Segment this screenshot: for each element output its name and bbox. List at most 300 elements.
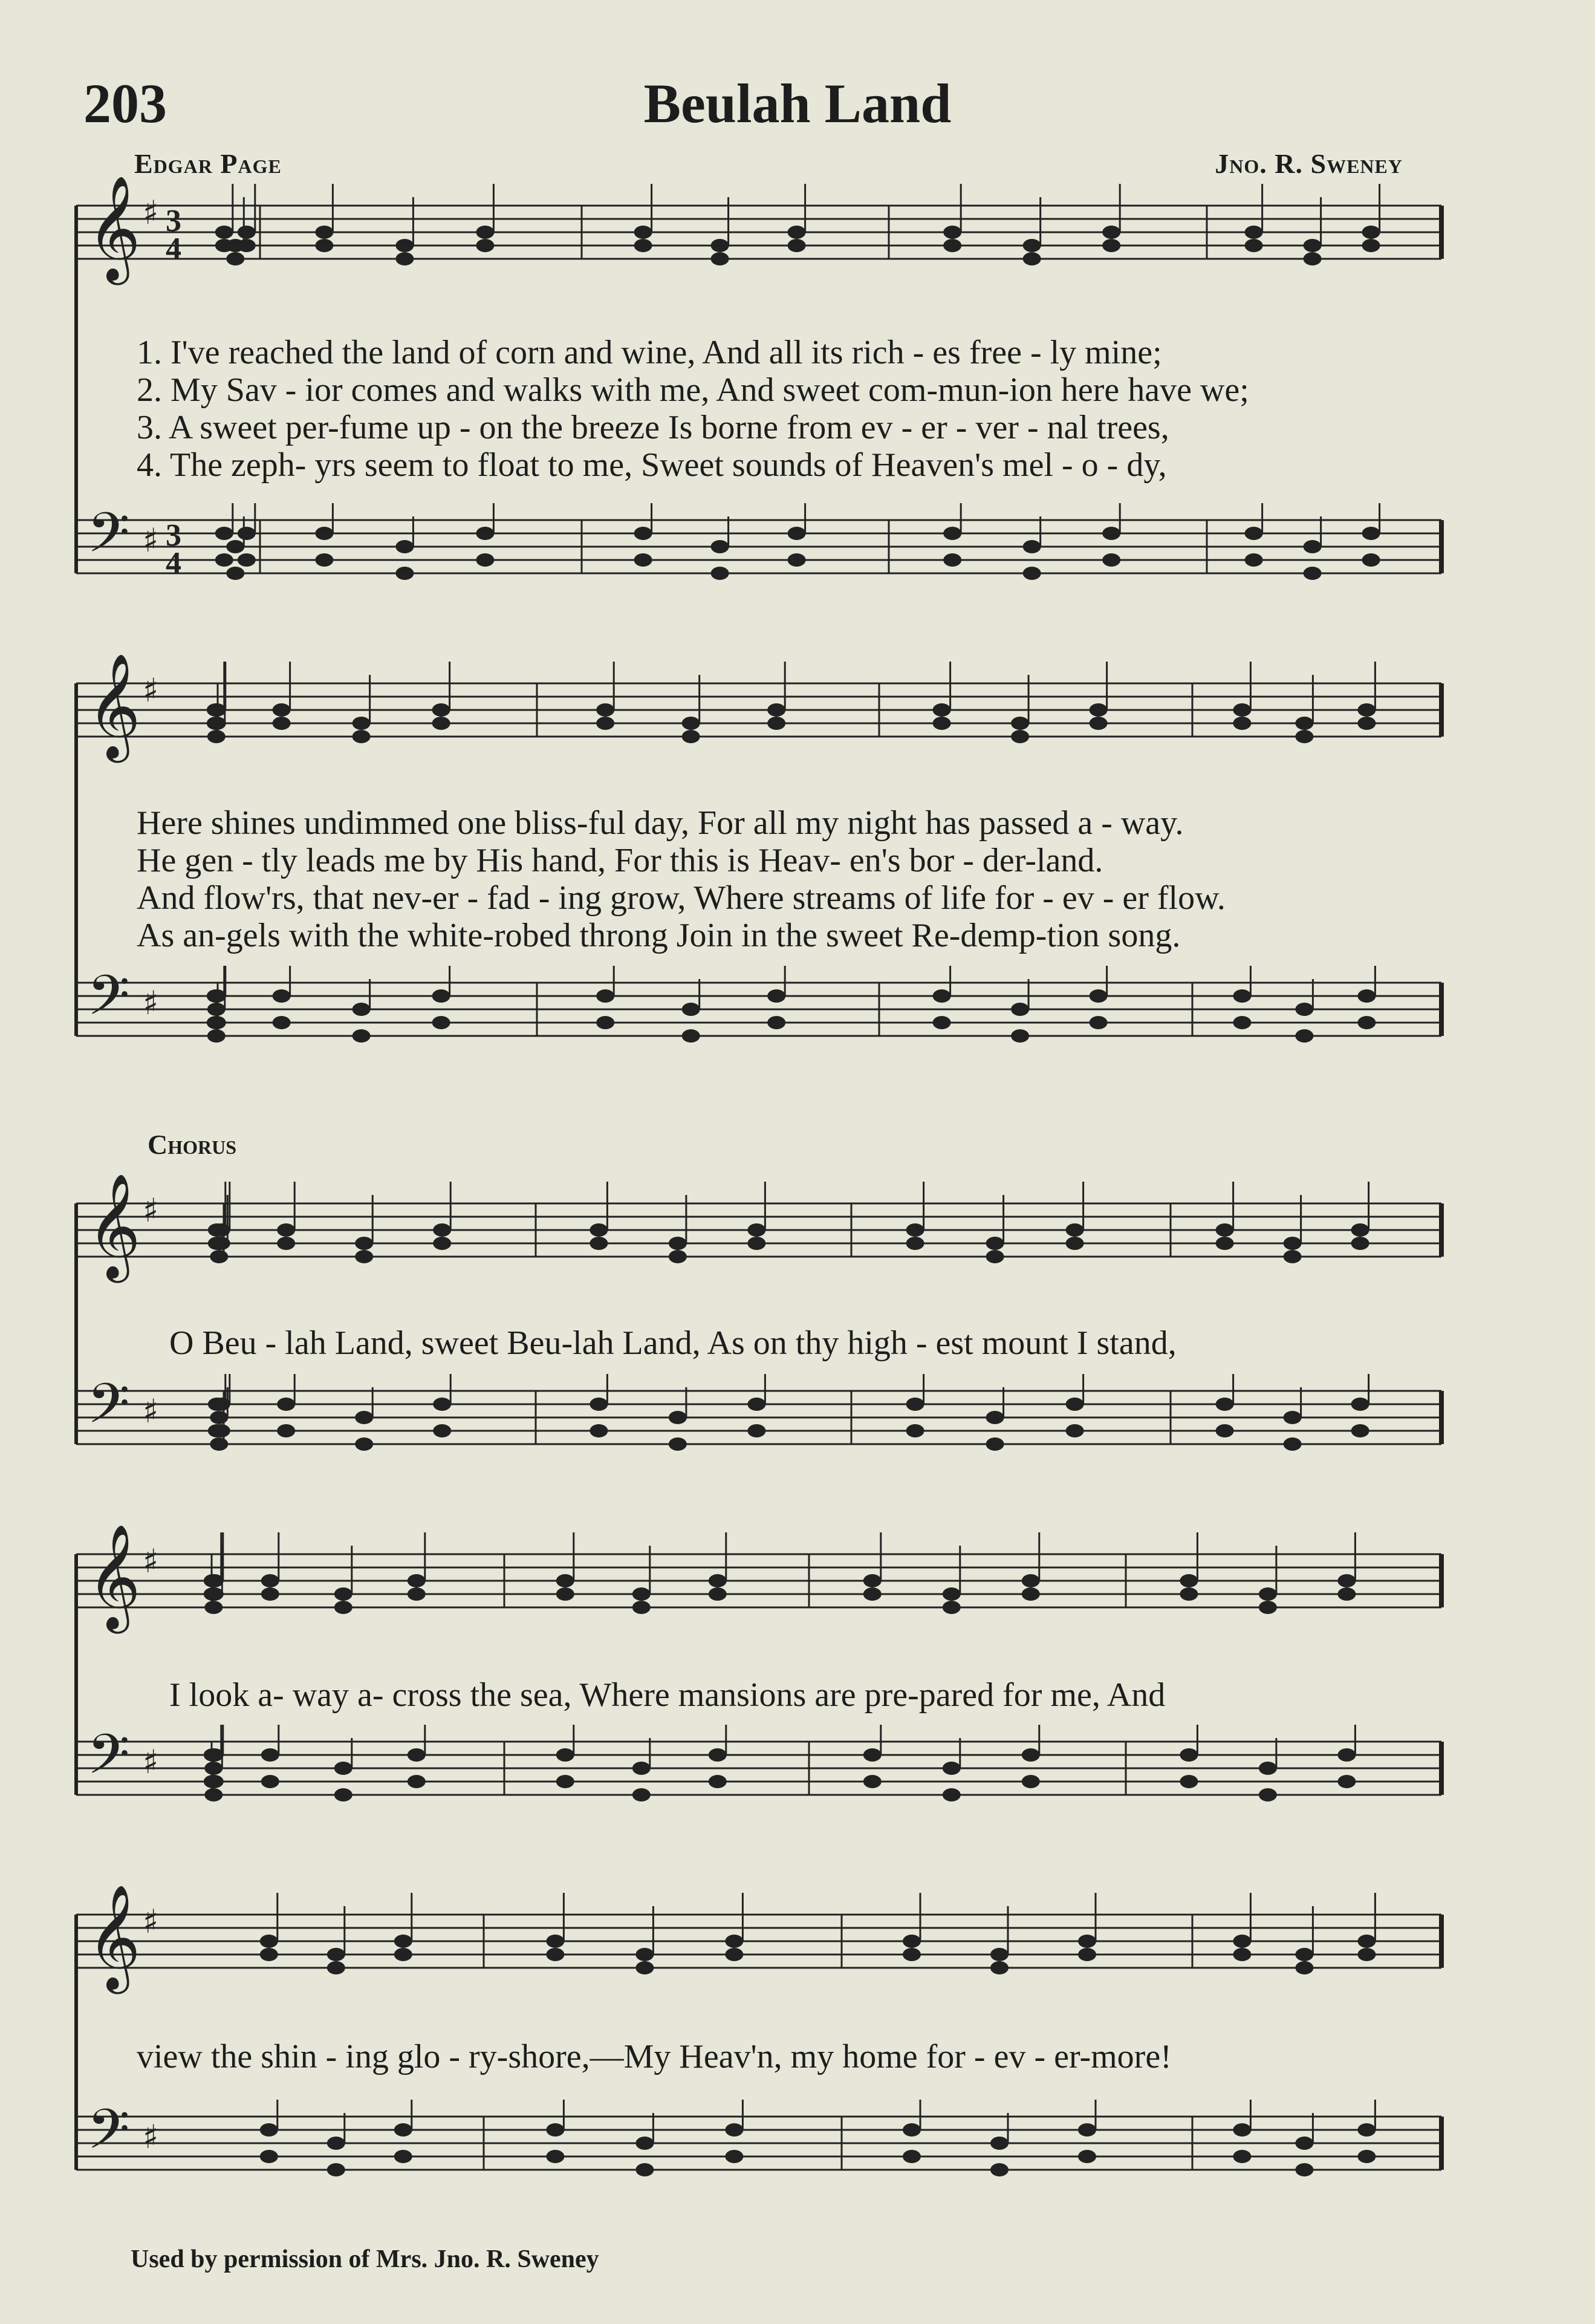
note-head xyxy=(1295,1961,1313,1974)
note-head xyxy=(767,703,785,717)
note-head xyxy=(238,527,256,540)
note-head xyxy=(1295,1003,1313,1016)
note-head xyxy=(1284,1437,1302,1451)
note-head xyxy=(1357,1935,1376,1948)
note-head xyxy=(352,1029,371,1043)
note-head xyxy=(1180,1587,1198,1601)
note-head xyxy=(747,1237,765,1250)
note-head xyxy=(596,717,614,730)
note-head xyxy=(327,1961,345,1974)
note-head xyxy=(432,1016,450,1029)
note-head xyxy=(1295,1948,1313,1961)
note-head xyxy=(1102,553,1120,567)
note-head xyxy=(546,1948,564,1961)
note-head xyxy=(788,527,806,540)
lyricist-credit: Edgar Page xyxy=(134,148,282,179)
note-head xyxy=(590,1398,608,1411)
note-head xyxy=(208,989,226,1003)
note-head xyxy=(1011,730,1029,743)
note-head xyxy=(990,2163,1009,2176)
note-head xyxy=(1304,540,1322,553)
note-head xyxy=(1233,1948,1251,1961)
sharp-icon: ♯ xyxy=(143,1902,159,1941)
note-head xyxy=(208,717,226,730)
note-head xyxy=(906,1237,924,1250)
note-head xyxy=(1233,717,1251,730)
note-head xyxy=(432,989,450,1003)
note-head xyxy=(1357,703,1376,717)
note-head xyxy=(207,1003,226,1016)
note-head xyxy=(634,226,652,239)
note-head xyxy=(556,1775,574,1788)
note-head xyxy=(943,239,961,252)
note-head xyxy=(1337,1748,1356,1762)
note-head xyxy=(711,567,729,580)
note-head xyxy=(943,553,961,567)
note-head xyxy=(1259,1601,1277,1614)
note-head xyxy=(682,1003,700,1016)
note-head xyxy=(1295,1029,1313,1043)
note-head xyxy=(634,553,652,567)
note-head xyxy=(408,1587,426,1601)
note-head xyxy=(669,1250,687,1263)
note-head xyxy=(261,1574,279,1587)
note-head xyxy=(725,1935,743,1948)
note-head xyxy=(432,703,450,717)
note-head xyxy=(990,1948,1009,1961)
sharp-icon: ♯ xyxy=(143,1542,159,1580)
verse-1-line-1: 1. I've reached the land of corn and wine, And all its rich - es free - ly mine; xyxy=(137,334,1162,371)
note-head xyxy=(1337,1587,1356,1601)
note-head xyxy=(943,1601,961,1614)
note-head xyxy=(1295,730,1313,743)
note-head xyxy=(273,1016,291,1029)
note-head xyxy=(273,703,291,717)
note-head xyxy=(788,553,806,567)
note-head xyxy=(903,1948,921,1961)
note-head xyxy=(261,1587,279,1601)
note-head xyxy=(943,527,961,540)
note-head xyxy=(210,1437,228,1451)
note-head xyxy=(863,1587,882,1601)
note-head xyxy=(1233,989,1251,1003)
note-head xyxy=(204,1748,222,1762)
chorus-lyric-2: I look a- way a- cross the sea, Where mansions are pre-pared for me, And xyxy=(169,1676,1166,1714)
note-head xyxy=(990,2137,1009,2150)
chorus-lyric-3: view the shin - ing glo - ry-shore,—My Heav'n, my home for - ev - er-more! xyxy=(137,2038,1172,2075)
note-head xyxy=(1337,1775,1356,1788)
note-head xyxy=(632,1587,651,1601)
note-head xyxy=(725,2123,743,2137)
note-head xyxy=(1233,2123,1251,2137)
note-head xyxy=(546,2123,564,2137)
note-head xyxy=(1216,1398,1234,1411)
verse-2-line-1: 2. My Sav - ior comes and walks with me, And sweet com-mun-ion here have we; xyxy=(137,371,1249,409)
note-head xyxy=(1102,226,1120,239)
note-head xyxy=(394,1935,412,1948)
note-head xyxy=(208,703,226,717)
note-head xyxy=(1102,239,1120,252)
note-head xyxy=(204,1587,222,1601)
note-head xyxy=(1351,1398,1369,1411)
sharp-icon: ♯ xyxy=(143,1743,159,1781)
note-head xyxy=(212,1424,230,1437)
note-head xyxy=(260,2123,278,2137)
note-head xyxy=(1295,2163,1313,2176)
note-head xyxy=(1304,239,1322,252)
note-head xyxy=(1284,1411,1302,1424)
note-head xyxy=(352,1003,371,1016)
note-head xyxy=(1233,1935,1251,1948)
note-head xyxy=(212,1237,230,1250)
note-head xyxy=(395,252,414,265)
note-head xyxy=(1011,1029,1029,1043)
bass-clef-icon: 𝄢 xyxy=(87,1722,130,1800)
note-head xyxy=(1216,1223,1234,1237)
note-head xyxy=(1362,553,1380,567)
note-head xyxy=(208,1016,226,1029)
note-head xyxy=(273,717,291,730)
note-head xyxy=(903,2123,921,2137)
note-head xyxy=(1351,1424,1369,1437)
note-head xyxy=(1362,239,1380,252)
sharp-icon: ♯ xyxy=(143,2118,159,2156)
note-head xyxy=(315,239,333,252)
note-head xyxy=(355,1437,373,1451)
note-head xyxy=(395,540,414,553)
note-head xyxy=(315,527,333,540)
note-head xyxy=(238,553,256,567)
treble-clef-icon: 𝄞 xyxy=(87,1524,141,1629)
chorus-line-1 xyxy=(169,1324,1475,1362)
note-head xyxy=(725,2150,743,2163)
note-head xyxy=(747,1398,765,1411)
note-head xyxy=(1357,989,1376,1003)
note-head xyxy=(1011,1003,1029,1016)
note-head xyxy=(1259,1587,1277,1601)
note-head xyxy=(986,1437,1004,1451)
note-head xyxy=(1023,567,1041,580)
note-head xyxy=(1090,717,1108,730)
note-head xyxy=(669,1411,687,1424)
note-head xyxy=(260,2150,278,2163)
note-head xyxy=(711,540,729,553)
note-head xyxy=(635,1948,654,1961)
note-head xyxy=(556,1587,574,1601)
note-head xyxy=(476,553,494,567)
note-head xyxy=(986,1250,1004,1263)
page-number: 203 xyxy=(83,73,167,134)
note-head xyxy=(226,540,244,553)
note-head xyxy=(261,1775,279,1788)
note-head xyxy=(1245,239,1263,252)
note-head xyxy=(634,239,652,252)
note-head xyxy=(1180,1748,1198,1762)
note-head xyxy=(1357,717,1376,730)
note-head xyxy=(933,717,951,730)
note-head xyxy=(747,1424,765,1437)
note-head xyxy=(1351,1237,1369,1250)
note-head xyxy=(432,717,450,730)
note-head xyxy=(476,527,494,540)
note-head xyxy=(1078,2123,1096,2137)
note-head xyxy=(682,730,700,743)
note-head xyxy=(1245,226,1263,239)
note-head xyxy=(986,1237,1004,1250)
note-head xyxy=(408,1574,426,1587)
treble-clef-icon: 𝄞 xyxy=(87,1884,141,1990)
verse-2-line-2: He gen - tly leads me by His hand, For this is Heav- en's bor - der-land. xyxy=(137,842,1103,879)
note-head xyxy=(1066,1237,1084,1250)
note-head xyxy=(1233,703,1251,717)
note-head xyxy=(1362,226,1380,239)
note-head xyxy=(682,1029,700,1043)
note-head xyxy=(1066,1223,1084,1237)
note-head xyxy=(767,717,785,730)
note-head xyxy=(986,1411,1004,1424)
note-head xyxy=(711,252,729,265)
note-head xyxy=(747,1223,765,1237)
note-head xyxy=(1180,1574,1198,1587)
note-head xyxy=(433,1398,451,1411)
note-head xyxy=(1078,1948,1096,1961)
verse-3-line-2: And flow'rs, that nev-er - fad - ing grow, Where streams of life for - ev - er flow. xyxy=(137,879,1226,917)
note-head xyxy=(215,553,233,567)
note-head xyxy=(395,239,414,252)
time-sig-treble-bottom: 4 xyxy=(166,232,181,266)
note-head xyxy=(1023,239,1041,252)
verse-1-line-2: Here shines undimmed one bliss-ful day, For all my night has passed a - way. xyxy=(137,804,1184,842)
note-head xyxy=(277,1398,295,1411)
note-head xyxy=(1357,1948,1376,1961)
note-head xyxy=(863,1748,882,1762)
note-head xyxy=(334,1601,352,1614)
note-head xyxy=(635,2163,654,2176)
note-head xyxy=(632,1788,651,1802)
note-head xyxy=(725,1948,743,1961)
note-head xyxy=(596,989,614,1003)
time-sig-bass-top: 3 xyxy=(166,518,181,553)
note-head xyxy=(709,1587,727,1601)
note-head xyxy=(1011,717,1029,730)
note-head xyxy=(1362,527,1380,540)
note-head xyxy=(204,1775,222,1788)
note-head xyxy=(395,567,414,580)
note-head xyxy=(933,989,951,1003)
note-head xyxy=(204,1574,222,1587)
note-head xyxy=(1090,989,1108,1003)
sharp-icon: ♯ xyxy=(143,1392,159,1430)
chorus-line-2 xyxy=(169,1676,1475,1714)
note-head xyxy=(1351,1223,1369,1237)
note-head xyxy=(596,703,614,717)
sharp-icon: ♯ xyxy=(143,671,159,709)
note-head xyxy=(273,989,291,1003)
note-head xyxy=(635,2137,654,2150)
note-head xyxy=(556,1574,574,1587)
note-head xyxy=(433,1237,451,1250)
verse-3-line-1: 3. A sweet per-fume up - on the breeze Is borne from ev - er - ver - nal trees, xyxy=(137,409,1169,446)
note-head xyxy=(596,1016,614,1029)
note-head xyxy=(903,2150,921,2163)
treble-clef-icon: 𝄞 xyxy=(87,175,141,281)
note-head xyxy=(260,1935,278,1948)
note-head xyxy=(204,1788,223,1802)
time-sig-bass-bottom: 4 xyxy=(166,546,181,581)
verse-4-line-1: 4. The zeph- yrs seem to float to me, Sweet sounds of Heaven's mel - o - dy, xyxy=(137,446,1167,484)
note-head xyxy=(207,1029,226,1043)
note-head xyxy=(590,1424,608,1437)
note-head xyxy=(906,1398,924,1411)
note-head xyxy=(1022,1748,1040,1762)
note-head xyxy=(1022,1775,1040,1788)
note-head xyxy=(943,1788,961,1802)
note-head xyxy=(632,1762,651,1775)
note-head xyxy=(1090,1016,1108,1029)
hymn-title: Beulah Land xyxy=(643,73,952,134)
note-head xyxy=(1357,2150,1376,2163)
note-head xyxy=(327,1948,345,1961)
note-head xyxy=(226,252,244,265)
note-head xyxy=(990,1961,1009,1974)
note-head xyxy=(215,226,233,239)
note-head xyxy=(767,1016,785,1029)
note-head xyxy=(433,1223,451,1237)
note-head xyxy=(277,1424,295,1437)
note-head xyxy=(788,239,806,252)
note-head xyxy=(355,1411,373,1424)
note-head xyxy=(1304,252,1322,265)
note-head xyxy=(943,226,961,239)
sharp-icon: ♯ xyxy=(143,1191,159,1229)
note-head xyxy=(1337,1574,1356,1587)
note-head xyxy=(709,1775,727,1788)
note-head xyxy=(546,2150,564,2163)
note-head xyxy=(226,567,244,580)
note-head xyxy=(590,1223,608,1237)
note-head xyxy=(903,1935,921,1948)
note-head xyxy=(943,1587,961,1601)
note-head xyxy=(669,1437,687,1451)
note-head xyxy=(327,2163,345,2176)
bass-clef-icon: 𝄢 xyxy=(87,963,130,1041)
note-head xyxy=(210,1250,228,1263)
note-head xyxy=(1245,527,1263,540)
note-head xyxy=(476,226,494,239)
note-head xyxy=(1357,2123,1376,2137)
bass-clef-icon: 𝄢 xyxy=(87,501,130,578)
note-head xyxy=(261,1748,279,1762)
treble-clef-icon: 𝄞 xyxy=(87,1173,141,1278)
sharp-icon: ♯ xyxy=(143,194,159,232)
chorus-lyric-1: O Beu - lah Land, sweet Beu-lah Land, As on thy high - est mount I stand, xyxy=(169,1324,1177,1362)
note-head xyxy=(632,1601,651,1614)
verse-lyrics-part-2 xyxy=(137,804,1443,954)
note-head xyxy=(1023,252,1041,265)
bass-clef-icon: 𝄢 xyxy=(87,2097,130,2175)
note-head xyxy=(634,527,652,540)
note-head xyxy=(1284,1250,1302,1263)
verse-lyrics-part-1 xyxy=(137,334,1443,484)
note-head xyxy=(1295,2137,1313,2150)
note-head xyxy=(394,2123,412,2137)
note-head xyxy=(709,1748,727,1762)
note-head xyxy=(327,2137,345,2150)
note-head xyxy=(212,1223,230,1237)
note-head xyxy=(277,1223,295,1237)
note-head xyxy=(933,703,951,717)
note-head xyxy=(1295,717,1313,730)
note-head xyxy=(315,226,333,239)
note-head xyxy=(1284,1237,1302,1250)
note-head xyxy=(355,1250,373,1263)
verse-4-line-2: As an-gels with the white-robed throng Join in the sweet Re-demp-tion song. xyxy=(137,917,1181,954)
note-head xyxy=(556,1748,574,1762)
note-head xyxy=(207,730,226,743)
note-head xyxy=(590,1237,608,1250)
permission-footer: Used by permission of Mrs. Jno. R. Sweney xyxy=(131,2245,599,2273)
note-head xyxy=(433,1424,451,1437)
chorus-label: Chorus xyxy=(148,1129,237,1160)
note-head xyxy=(212,1398,230,1411)
note-head xyxy=(476,239,494,252)
note-head xyxy=(315,553,333,567)
note-head xyxy=(1090,703,1108,717)
note-head xyxy=(906,1424,924,1437)
note-head xyxy=(1180,1775,1198,1788)
note-head xyxy=(1259,1788,1277,1802)
chorus-line-3 xyxy=(137,2038,1443,2075)
time-sig-treble-top: 3 xyxy=(166,204,181,238)
note-head xyxy=(334,1788,352,1802)
note-head xyxy=(352,730,371,743)
note-head xyxy=(1023,540,1041,553)
note-head xyxy=(1245,553,1263,567)
note-head xyxy=(788,226,806,239)
note-head xyxy=(1066,1424,1084,1437)
note-head xyxy=(1022,1574,1040,1587)
note-head xyxy=(1233,2150,1251,2163)
note-head xyxy=(1357,1016,1376,1029)
note-head xyxy=(1066,1398,1084,1411)
note-head xyxy=(933,1016,951,1029)
composer-credit: Jno. R. Sweney xyxy=(1215,148,1403,179)
note-head xyxy=(1102,527,1120,540)
sharp-icon: ♯ xyxy=(143,984,159,1022)
note-head xyxy=(943,1762,961,1775)
note-head xyxy=(238,226,256,239)
note-head xyxy=(767,989,785,1003)
note-head xyxy=(682,717,700,730)
note-head xyxy=(334,1762,352,1775)
note-head xyxy=(215,527,233,540)
treble-clef-icon: 𝄞 xyxy=(87,653,141,758)
note-head xyxy=(334,1587,352,1601)
note-head xyxy=(238,239,256,252)
sharp-icon: ♯ xyxy=(143,521,159,559)
note-head xyxy=(635,1961,654,1974)
note-head xyxy=(277,1237,295,1250)
note-head xyxy=(355,1237,373,1250)
note-head xyxy=(863,1574,882,1587)
note-head xyxy=(1078,1935,1096,1948)
note-head xyxy=(352,717,371,730)
note-head xyxy=(260,1948,278,1961)
note-head xyxy=(210,1411,228,1424)
note-head xyxy=(711,239,729,252)
note-head xyxy=(408,1748,426,1762)
note-head xyxy=(394,2150,412,2163)
